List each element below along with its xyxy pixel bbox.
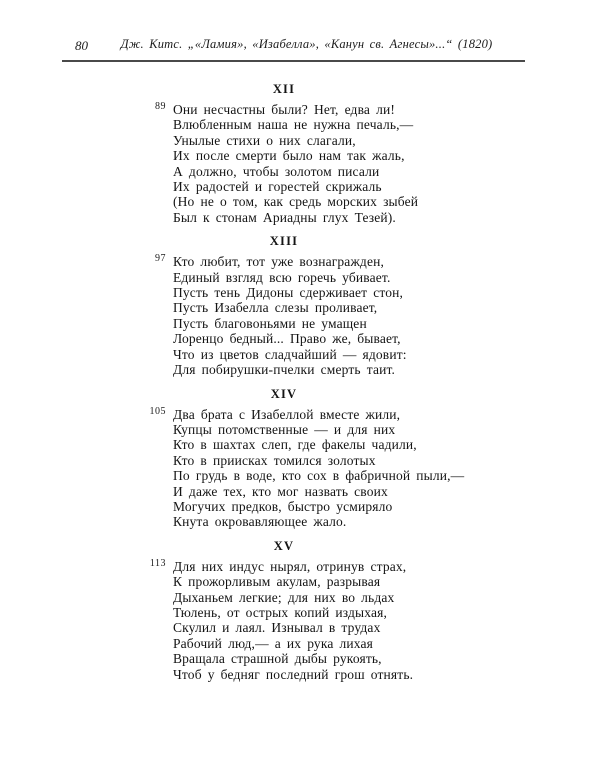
verse-line [173,437,600,452]
stanza-line-number: 89 [155,101,166,112]
verse-line [173,316,600,331]
verse-line-text: Их радостей и горестей скрижаль [173,179,382,195]
stanza [0,234,600,377]
verse-line [173,514,600,529]
verse-line [173,300,600,315]
verse-line-text: Кто любит, тот уже вознагражден, [173,254,384,270]
verse-line [173,574,600,589]
verse-line-text: Для них индус нырял, отринув страх, [173,558,407,574]
verse-line-text: Дыханьем легкие; для них во льдах [173,589,395,605]
verse-line-text: Был к стонам Ариадны глух Тезей). [173,209,396,225]
verse-line [173,270,600,285]
verse-line [173,605,600,620]
verse-line-text: Могучих предков, быстро усмиряло [173,498,393,514]
header-rule [62,60,525,62]
stanza-line-number: 105 [149,405,166,417]
verse-line [149,557,600,574]
verse-line-text: А должно, чтобы золотом писали [173,163,380,179]
verse-line [173,484,600,499]
verse-line-text: Вращала страшной дыбы рукоять, [173,651,382,667]
verse-line [173,590,600,605]
verse-line [173,362,600,377]
verse-line [173,117,600,132]
verse [149,557,600,682]
stanza-heading: XV [273,538,295,553]
verse-line-text: Кто в шахтах слеп, где факелы чадили, [173,437,417,453]
verse-line [173,347,600,362]
verse-line-text: Пусть тень Дидоны сдерживает стон, [173,285,404,301]
verse-line-text: Лоренцо бедный... Право же, бывает, [173,331,401,347]
verse-line [173,133,600,148]
verse-line-text: К прожорливым акулам, разрывая [173,574,381,590]
verse [155,101,600,225]
stanza-heading: XII [272,82,296,96]
running-title: Дж. Китс. „«Ламия», «Изабелла», «Канун св. Агнесы»...“ (1820) [120,37,493,51]
verse-line-text: Для побирушки-пчелки смерть таит. [173,362,396,378]
verse-line-text: По грудь в воде, кто сох в фабричной пыли,— [173,468,465,484]
verse-line [173,468,600,483]
verse-line-text: Рабочий люд,— а их рука лихая [173,635,373,651]
stanza-heading: XIV [270,386,298,401]
verse-line-text: Их после смерти было нам так жаль, [173,148,405,164]
verse-line [173,179,600,194]
stanza-line-number: 97 [155,253,166,265]
verse-line [173,651,600,666]
verse-line [173,194,600,209]
verse-line-text: Скулил и лаял. Изнывал в трудах [173,620,381,636]
verse-line [173,164,600,179]
verse-line [173,148,600,163]
verse-line-text: (Но не о том, как средь морских зыбей [173,194,419,210]
stanza [0,387,600,530]
verse-line [173,667,600,682]
stanza-line-number: 113 [149,557,166,569]
verse-line [155,253,600,270]
verse-line [173,499,600,514]
verse-line-text: И даже тех, кто мог назвать своих [173,483,388,499]
verse-line-text: Пусть благовоньями не умащен [173,315,367,331]
verse-line-text: Влюбленным наша не нужна печаль,— [173,117,414,133]
verse [149,405,600,530]
verse-line [173,285,600,300]
verse-line-text: Пусть Изабелла слезы проливает, [173,300,378,316]
verse-line [173,210,600,225]
verse-line-text: Чтоб у бедняг последний грош отнять. [173,666,414,682]
poem [0,82,600,682]
verse-line-text: Они несчастны были? Нет, едва ли! [173,102,395,117]
verse-line-text: Что из цветов сладчайший — ядовит: [173,346,407,362]
verse-line [173,422,600,437]
verse [155,253,600,378]
running-head [62,37,525,54]
verse-line-text: Кнута окровавляющее жало. [173,514,347,530]
verse-line-text: Кто в приисках томился золотых [173,452,376,468]
verse-line-text: Два брата с Изабеллой вместе жили, [173,406,401,422]
stanza-heading: XIII [269,234,299,249]
verse-line-text: Тюлень, от острых копий издыхая, [173,604,387,620]
stanza [0,82,600,225]
verse-line [173,636,600,651]
verse-line [149,405,600,422]
verse-line [155,101,600,117]
verse-line-text: Унылые стихи о них слагали, [173,132,356,148]
verse-line [173,331,600,346]
verse-line-text: Купцы потомственные — и для них [173,421,396,437]
page-number: 80 [75,38,88,53]
verse-line [173,453,600,468]
stanza [0,539,600,682]
verse-line-text: Единый взгляд всю горечь убивает. [173,269,391,285]
verse-line [173,620,600,635]
